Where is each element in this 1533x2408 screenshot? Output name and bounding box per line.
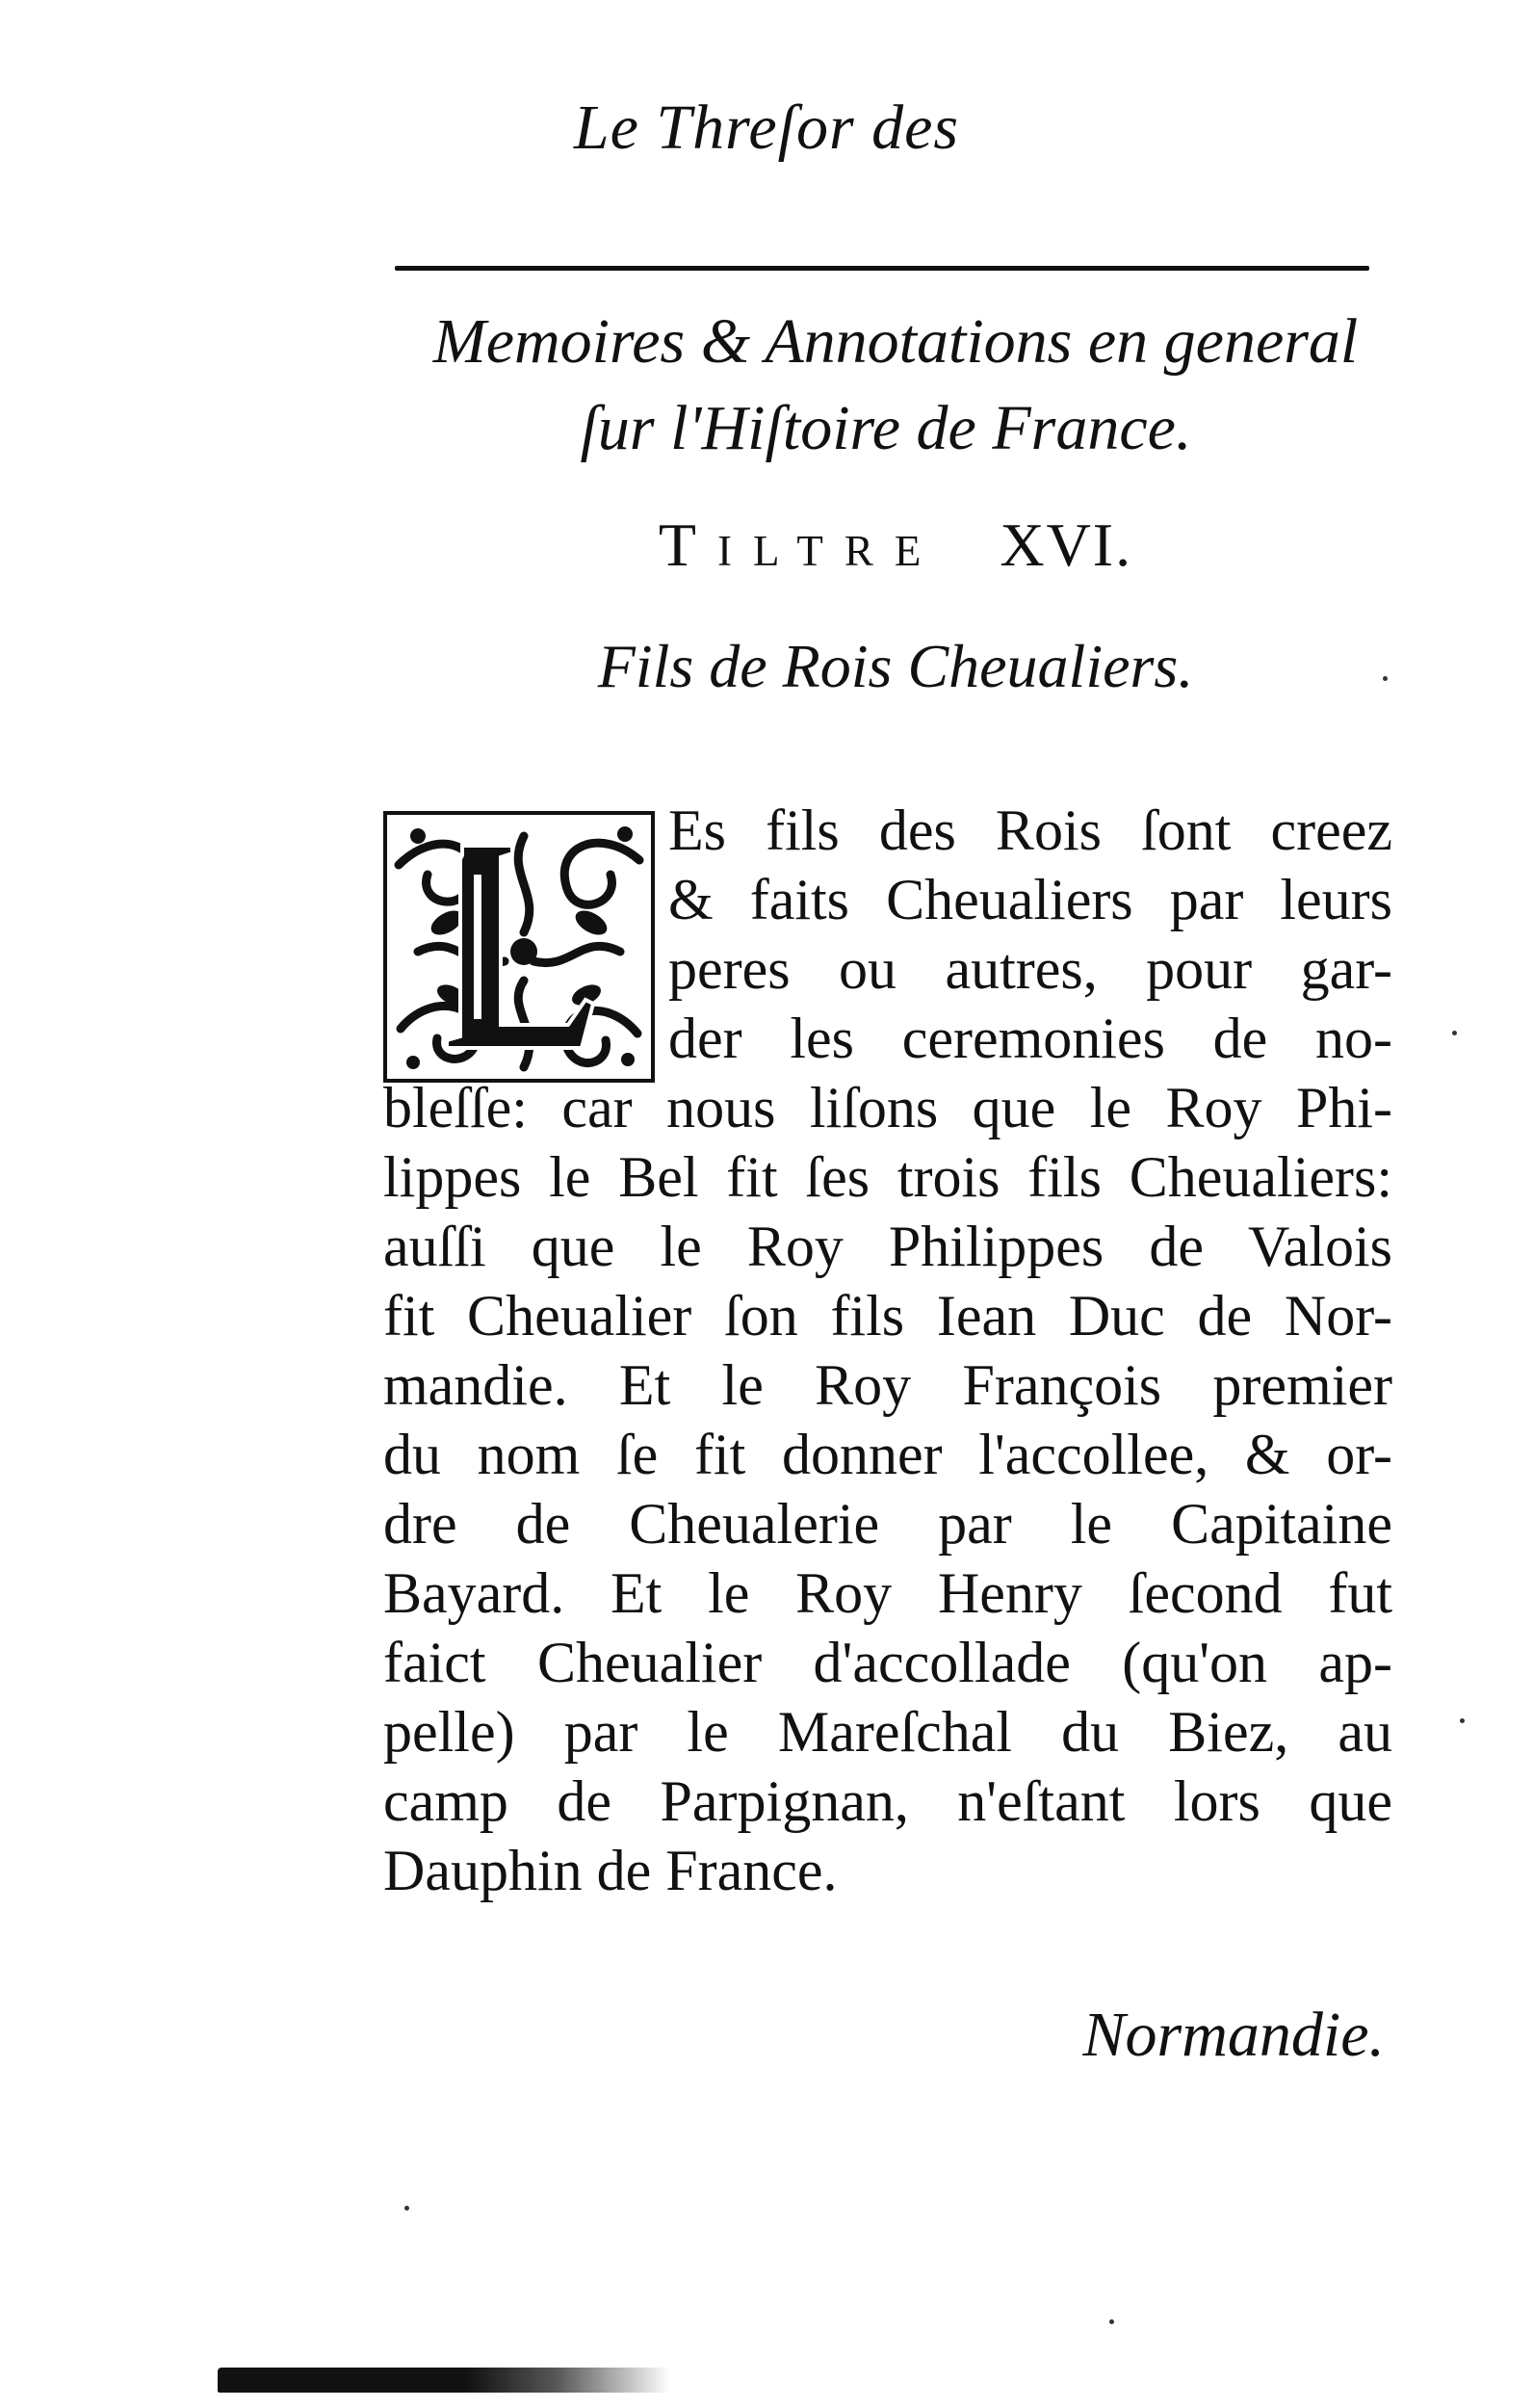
scan-speck	[1383, 676, 1388, 681]
text-line: auſſi que le Roy Philippes de Valois	[383, 1215, 1392, 1278]
text-line: lippes le Bel fit ſes trois fils Cheualiers:	[383, 1145, 1392, 1209]
title-number	[366, 510, 1425, 579]
text-line: fit Cheualier ſon fils Iean Duc de Nor-	[383, 1284, 1392, 1348]
chapter-subtitle: Fils de Rois Cheualiers.	[597, 632, 1194, 700]
text-line: pelle) par le Mareſchal du Biez, au	[383, 1700, 1392, 1764]
scan-smudge	[218, 2368, 670, 2393]
text-line: du nom ſe fit donner l'accollee, & or-	[383, 1423, 1392, 1486]
header-rule	[395, 266, 1369, 271]
text-line: der les ceremonies de no-	[668, 1007, 1392, 1070]
text-line: camp de Parpignan, n'eſtant lors que	[383, 1769, 1392, 1833]
title-numeral: XVI.	[1000, 510, 1133, 579]
scan-speck	[404, 2206, 409, 2211]
title-label: Tiltre	[658, 510, 943, 579]
section-heading-line-2: ſur l'Hiſtoire de France.	[580, 393, 1192, 463]
scan-speck	[1452, 1031, 1457, 1035]
section-heading-line-1: Memoires & Annotations en general	[432, 306, 1359, 377]
text-line: faict Cheualier d'accollade (qu'on ap-	[383, 1631, 1392, 1694]
text-line: bleſſe: car nous liſons que le Roy Phi-	[383, 1076, 1392, 1139]
text-line: mandie. Et le Roy François premier	[383, 1353, 1392, 1417]
running-head: Le Threſor des	[573, 92, 960, 163]
scan-speck	[1109, 2319, 1114, 2324]
text-line: Es fils des Rois ſont creez	[668, 798, 1392, 862]
text-line: & faits Cheualiers par leurs	[668, 868, 1392, 931]
ornamental-drop-cap-l	[379, 807, 659, 1086]
catchword: Normandie.	[1082, 2000, 1385, 2070]
text-line: dre de Cheualerie par le Capitaine	[383, 1492, 1392, 1556]
text-line: peres ou autres, pour gar-	[668, 937, 1392, 1001]
text-line: Bayard. Et le Roy Henry ſecond fut	[383, 1561, 1392, 1625]
scan-speck	[1460, 1718, 1465, 1723]
text-line: Dauphin de France.	[383, 1839, 838, 1902]
